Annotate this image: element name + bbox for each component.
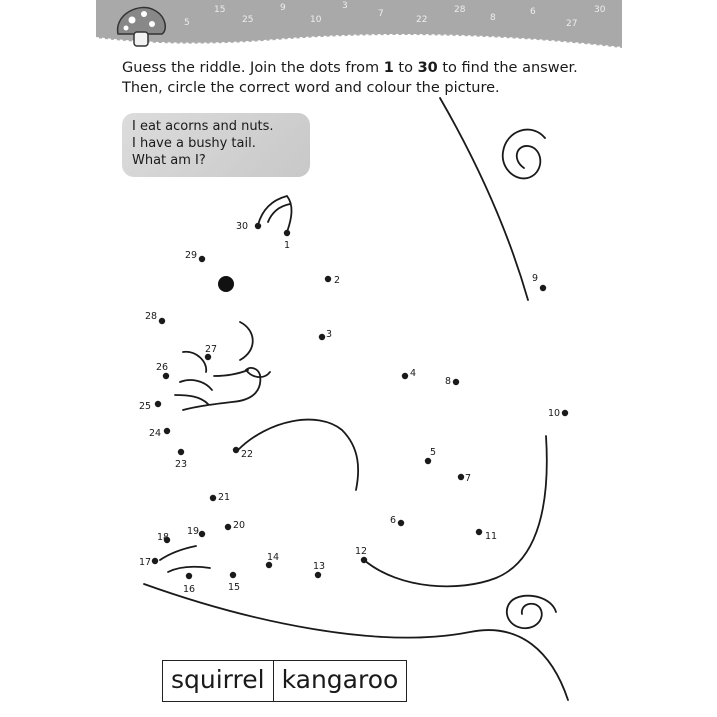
dot-15[interactable] xyxy=(230,572,236,578)
dot-label-8: 8 xyxy=(445,376,452,387)
dot-21[interactable] xyxy=(210,495,216,501)
banner-number: 28 xyxy=(454,5,466,15)
dot-label-24: 24 xyxy=(149,428,162,439)
dot-17[interactable] xyxy=(152,558,158,564)
instruction-text: to find the answer. xyxy=(437,60,578,76)
dot-16[interactable] xyxy=(186,573,192,579)
dot-label-7: 7 xyxy=(465,473,472,484)
instruction-text: Guess the riddle. Join the dots from xyxy=(122,60,384,76)
dot-24[interactable] xyxy=(164,428,170,434)
ear xyxy=(258,196,292,232)
banner-number: 15 xyxy=(214,5,226,15)
dot-label-23: 23 xyxy=(175,459,188,470)
instruction-line-2: Then, circle the correct word and colour the picture. xyxy=(122,80,500,96)
dot-26[interactable] xyxy=(163,373,169,379)
dot-11[interactable] xyxy=(476,529,482,535)
dot-label-29: 29 xyxy=(185,250,198,261)
dot-2[interactable] xyxy=(325,276,331,282)
banner-number: 3 xyxy=(342,1,348,11)
back-leg xyxy=(238,420,358,490)
dot-12[interactable] xyxy=(361,557,367,563)
dot-label-20: 20 xyxy=(233,520,246,531)
dot-30[interactable] xyxy=(255,223,261,229)
dot-3[interactable] xyxy=(319,334,325,340)
dot-13[interactable] xyxy=(315,572,321,578)
spiral-top xyxy=(503,130,545,179)
dot-22[interactable] xyxy=(233,447,239,453)
banner-number: 27 xyxy=(566,19,578,29)
dot-label-10: 10 xyxy=(548,408,561,419)
dot-label-22: 22 xyxy=(241,449,254,460)
banner-number: 25 xyxy=(242,15,254,25)
dot-label-11: 11 xyxy=(485,531,498,542)
dot-10[interactable] xyxy=(562,410,568,416)
dot-label-2: 2 xyxy=(334,275,341,286)
dot-label-27: 27 xyxy=(205,344,218,355)
dot-23[interactable] xyxy=(178,449,184,455)
answer-squirrel[interactable]: squirrel xyxy=(171,665,265,694)
spiral-bottom xyxy=(507,596,556,629)
dot-label-5: 5 xyxy=(430,447,437,458)
dot-29[interactable] xyxy=(199,256,205,262)
dot-label-26: 26 xyxy=(156,362,169,373)
riddle-line: I have a bushy tail. xyxy=(132,136,256,151)
dot-25[interactable] xyxy=(155,401,161,407)
dot-label-18: 18 xyxy=(157,532,170,543)
paws xyxy=(175,352,260,410)
banner-number: 5 xyxy=(184,18,190,28)
end-number: 30 xyxy=(417,60,438,76)
banner-number: 30 xyxy=(594,5,606,15)
dot-4[interactable] xyxy=(402,373,408,379)
tail-curve xyxy=(364,436,547,586)
dot-28[interactable] xyxy=(159,318,165,324)
banner-number: 22 xyxy=(416,15,428,25)
dot-label-25: 25 xyxy=(139,401,152,412)
dot-20[interactable] xyxy=(225,524,231,530)
dot-7[interactable] xyxy=(458,474,464,480)
instruction-text: to xyxy=(393,60,418,76)
dot-1[interactable] xyxy=(284,230,290,236)
dot-label-12: 12 xyxy=(355,546,368,557)
dot-6[interactable] xyxy=(398,520,404,526)
banner-number: 7 xyxy=(378,9,384,19)
dot-label-6: 6 xyxy=(390,515,397,526)
eye xyxy=(218,276,234,292)
answer-choices xyxy=(162,660,407,702)
dot-9[interactable] xyxy=(540,285,546,291)
banner-number: 6 xyxy=(530,7,536,17)
feet xyxy=(160,546,210,572)
dot-label-21: 21 xyxy=(218,492,231,503)
dot-label-9: 9 xyxy=(532,273,539,284)
answer-kangaroo[interactable]: kangaroo xyxy=(273,661,407,701)
banner-number: 9 xyxy=(280,3,286,13)
riddle-line: I eat acorns and nuts. xyxy=(132,119,274,134)
start-number: 1 xyxy=(383,60,394,76)
tail-outline xyxy=(440,98,528,300)
dot-label-3: 3 xyxy=(326,329,333,340)
dot-19[interactable] xyxy=(199,531,205,537)
riddle-line: What am I? xyxy=(132,153,206,168)
dot-label-17: 17 xyxy=(139,557,152,568)
dot-label-28: 28 xyxy=(145,311,158,322)
dot-label-13: 13 xyxy=(313,561,326,572)
dot-5[interactable] xyxy=(425,458,431,464)
dot-label-19: 19 xyxy=(187,526,200,537)
dot-label-1: 1 xyxy=(284,240,291,251)
banner-number: 8 xyxy=(490,13,496,23)
banner-number: 10 xyxy=(310,15,322,25)
cheek-line xyxy=(240,322,253,360)
dot-label-16: 16 xyxy=(183,584,196,595)
dot-label-14: 14 xyxy=(267,552,280,563)
dot-label-4: 4 xyxy=(410,368,417,379)
dot-label-30: 30 xyxy=(236,221,249,232)
dot-8[interactable] xyxy=(453,379,459,385)
dot-label-15: 15 xyxy=(228,582,241,593)
